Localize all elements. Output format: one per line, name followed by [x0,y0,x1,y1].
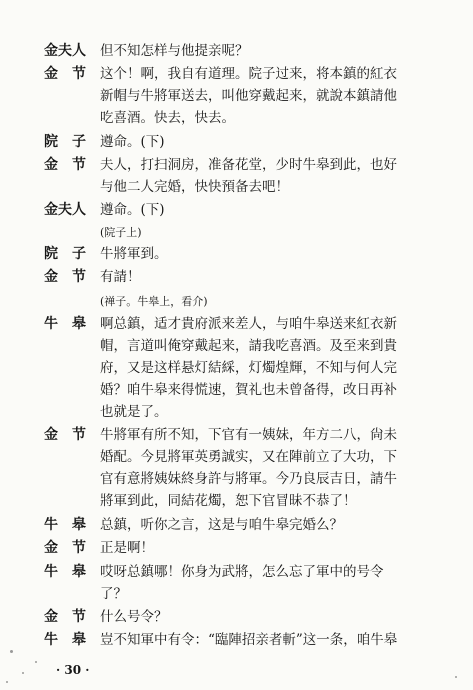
dialogue-line: 有請！ [100,269,141,285]
dialogue-line: 牛將軍到。 [100,246,168,262]
scan-speck [35,661,37,663]
dialogue-line: 了？ [100,586,127,602]
dialogue-line: 婚？咱牛皋来得慌速，賀礼也未曾备得，改日再补 [100,382,397,398]
speaker-name: 金 节 [44,157,86,173]
page-number: · 30 · [56,663,90,677]
speaker-name: 牛 皋 [44,517,86,533]
scan-speck [10,650,13,653]
dialogue-line: 婚配。今見將軍英勇誠实，又在陣前立了大功，下 [100,449,397,465]
speaker-name: 院 子 [44,246,86,262]
dialogue-line: 官有意將姨妹終身許与將軍。今乃良辰吉日，請牛 [100,471,397,487]
dialogue-line: 但不知怎样与他提亲呢？ [100,43,249,59]
dialogue-line: 府，又是这样悬灯結綵，灯燭煌輝，不知与何人完 [100,360,397,376]
dialogue-line: 將軍到此，同結花燭，恕下官冒昧不恭了！ [100,493,357,509]
speaker-name: 金 节 [44,540,86,556]
scan-speck [22,672,24,674]
dialogue-line: 这个！啊，我自有道理。院子过来，将本鎮的紅衣 [100,66,397,82]
dialogue-line: 也就是了。 [100,404,168,420]
stage-direction-text: (禅子。牛皋上，看介) [100,295,208,308]
dialogue-line: 什么号令？ [100,609,168,625]
dialogue-line: 豈不知軍中有令：“臨陣招亲者斬”这一条，咱牛皋 [100,632,398,648]
speaker-name: 金 节 [44,269,86,285]
dialogue-line: 与他二人完婚，快快預备去吧！ [100,179,289,195]
speaker-name: 金夫人 [44,202,86,218]
speaker-name: 牛 皋 [44,632,86,648]
dialogue-line: 遵命。(下) [100,202,165,218]
speaker-name: 院 子 [44,134,86,150]
dialogue-line: 吃喜酒。快去，快去。 [100,110,235,126]
dialogue-line: 哎呀总鎮哪！你身为武將，怎么忘了軍中的号令 [100,564,384,580]
dialogue-line: 夫人，打扫洞房，准备花堂，少时牛皋到此，也好 [100,157,397,173]
dialogue-line: 遵命。(下) [100,134,165,150]
scan-speck [455,676,457,678]
dialogue-line: 啊总鎮，适才貴府派来差人，与咱牛皋送来紅衣新 [100,316,397,332]
speaker-name: 牛 皋 [44,564,86,580]
speaker-name: 金 节 [44,66,86,82]
stage-direction-text: (院子上) [100,226,142,239]
dialogue-line: 帽，言道叫俺穿戴起来，請我吃喜酒。及至来到貴 [100,338,397,354]
speaker-name: 金夫人 [44,43,86,59]
dialogue-line: 总鎮，听你之言，这是与咱牛皋完婚么？ [100,517,343,533]
dialogue-line: 牛將軍有所不知，下官有一姨妹，年方二八，尙未 [100,427,397,443]
speaker-name: 金 节 [44,609,86,625]
dialogue-line: 正是啊！ [100,540,154,556]
speaker-name: 牛 皋 [44,316,86,332]
scan-speck [6,681,8,683]
dialogue-line: 新帽与牛將軍送去，叫他穿戴起来，就說本鎮請他 [100,88,397,104]
speaker-name: 金 节 [44,427,86,443]
